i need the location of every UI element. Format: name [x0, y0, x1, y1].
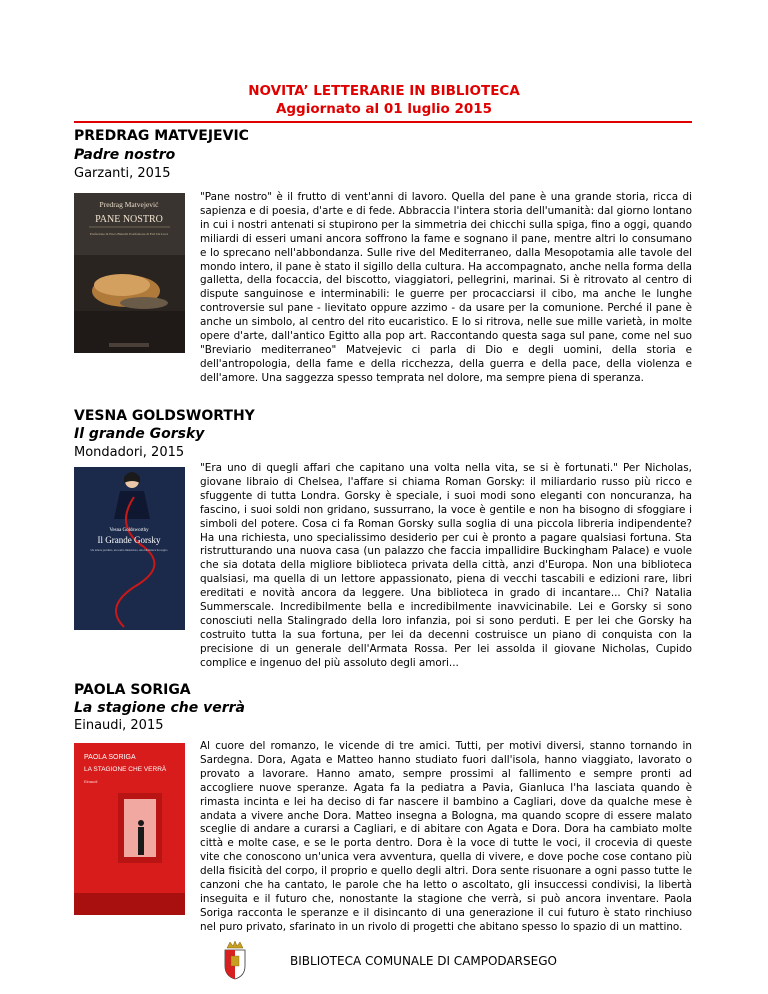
municipal-crest-icon	[221, 940, 249, 980]
cover-author-text: Predrag Matvejević	[99, 200, 159, 209]
book-cover	[74, 743, 185, 915]
book-title: Padre nostro	[74, 147, 176, 163]
book-description: "Pane nostro" è il frutto di vent'anni di lavoro. Quella del pane è una grande storia, ricca di sapienza e di poesia, d'arte e di fede. Abbraccia l'intera storia dell'umanità: dal giorno lontano in cui i nostri antenati si stupirono per la simmetria dei chicchi sulla spiga, fino a oggi, quando miliardi di esseri umani ancora soffrono la fame e sognano il pane, mentre altri lo consumano e lo sprecano nell'abbondanza. Sulle rive del Mediterraneo, dalla Mesopotamia alle tavole del mondo intero, il pane è stato il sigillo della cultura. Ha accompagnato, anche nella forma della galletta, della focaccia, del biscotto, viaggiatori, pellegrini, marinai. Si è ritrovato al centro di dispute sanguinose e interminabili: le guerre per procacciarsi il cibo, ma anche le lunghe controversie sul pane - lievitato oppure azzimo - da usare per la comunione. Perché il pane è anche un simbolo, al centro del rito eucaristico. E lo si ritrova, nelle sue mille varietà, in molte opere d'arte, dall'antico Egitto alla pop art. Raccontando questa saga sul pane, come nel suo "Breviario mediterraneo" Matvejevic ci parla di Dio e degli uomini, della storia e dell'antropologia, della fame e della ricchezza, della guerra e della pace, della violenza e dell'amore. Una saggezza spesso temprata nel dolore, ma sempre piena di speranza.	[200, 191, 692, 384]
cover-author-text: PAOLA SORIGA	[84, 754, 136, 761]
book-description: "Era uno di quegli affari che capitano una volta nella vita, se si è fortunati." Per Nicholas, giovane libraio di Chelsea, l'affare si chiama Roman Gorsky: il miliardario russo più ricco e sfuggente di tutta Londra. Gorsky è speciale, i suoi modi sono eleganti con noncuranza, ha fascino, i suoi soldi non gridano, sussurrano, la voce è gentile e non ha bisogno di sfoggiare i simboli del potere. Cosa ci fa Roman Gorsky sulla soglia di una piccola libreria indipendente? Ha una richiesta, uno specialissimo desiderio per cui è pronto a pagare qualsiasi fortuna. Sta ristrutturando una nuova casa (un palazzo che faccia impallidire Buckingham Palace) e vuole che sia dotata della migliore biblioteca privata della città, anzi d'Europa. Non una biblioteca qualsiasi, ma quella di un lettore appassionato, piena di vecchi tascabili e edizioni rare, libri ereditati e novità ancora da leggere. Una biblioteca in grado di incantare... Chi? Natalia Summerscale. Incredibilmente bella e incredibilmente inavvicinabile. Lei e Gorsky si sono conosciuti nella Stalingrado della loro infanzia, poi si sono perduti. E per lei che Gorsky ha costruito tutta la sua fortuna, per lei da decenni costruisce un piano di conquista con la precisione di un generale dell'Armata Rossa. Per lei assolda il giovane Nicholas, Cupido complice e ingenuo del più assoluto degli amori...	[200, 462, 692, 669]
book-title: Il grande Gorsky	[74, 426, 205, 442]
book-cover-art	[74, 467, 185, 630]
cover-subtitle-text: Prefazione di Enzo Bianchi Postfazione di Erri De Luca	[89, 232, 169, 236]
book-publisher: Garzanti, 2015	[74, 166, 171, 181]
book-cover	[74, 467, 185, 630]
book-author: PAOLA SORIGA	[74, 682, 191, 698]
cover-title-text: PANE NOSTRO	[95, 214, 163, 225]
cover-author-text: Vesna Goldsworthy	[109, 528, 149, 533]
book-author: PREDRAG MATVEJEVIC	[74, 128, 249, 144]
book-cover-art	[74, 193, 185, 353]
book-publisher: Einaudi, 2015	[74, 718, 164, 733]
header-update-date: Aggiornato al 01 luglio 2015	[275, 101, 493, 117]
footer-library-name: BIBLIOTECA COMUNALE DI CAMPODARSEGO	[290, 954, 557, 968]
book-cover	[74, 193, 185, 353]
cover-title-text: LA STAGIONE CHE VERRÀ	[84, 766, 167, 773]
header-divider	[74, 121, 692, 123]
cover-subtitle-text: Einaudi	[84, 779, 98, 784]
cover-subtitle-text: Un amore perduto, un uomo misterioso, una biblioteca da sogno	[90, 548, 168, 552]
book-cover-art	[74, 743, 185, 915]
book-title: La stagione che verrà	[74, 700, 246, 716]
header-title: NOVITA’ LETTERARIE IN BIBLIOTECA	[248, 83, 520, 99]
cover-title-text: Il Grande Gorsky	[97, 535, 161, 545]
book-author: VESNA GOLDSWORTHY	[74, 408, 255, 424]
book-publisher: Mondadori, 2015	[74, 445, 185, 460]
page-header	[0, 82, 768, 118]
book-description: Al cuore del romanzo, le vicende di tre amici. Tutti, per motivi diversi, stanno tornando in Sardegna. Dora, Agata e Matteo hanno studiato fuori dall'isola, hanno viaggiato, lavorato o provato a lavorare. Hanno amato, sempre prossimi al fallimento e sempre pronti ad accogliere nuove speranze. Agata fa la pediatra a Pavia, Gianluca l'ha lasciata quando è rimasta incinta e lei ha deciso di far nascere il bambino a Cagliari, dove da qualche mese è andata a vivere anche Dora. Matteo insegna a Bologna, ma quando scopre di essere malato sceglie di andare a curarsi a Cagliari, e di abitare con Agata e Dora. Dora ha cambiato molte città e molte case, e se le porta dentro. Dora è la voce di tutte le voci, il crocevia di queste vite che conoscono un'unica vera avventura, quella di vivere, e dove poche cose contano più della fisicità del corpo, il proprio e quello degli altri. Dora sente risuonare a ogni passo tutte le canzoni che ha cantato, le parole che ha letto o ascoltato, gli insuccessi condivisi, la libertà inseguita e il futuro che, nonostante la stagione che verrà, si può ancora inventare. Paola Soriga racconta le speranze e il disincanto di una generazione il cui futuro è stato rinchiuso nel puro privato, sfarinato in un rivolo di progetti che abitano spesso lo spazio di un mattino.	[200, 740, 692, 933]
